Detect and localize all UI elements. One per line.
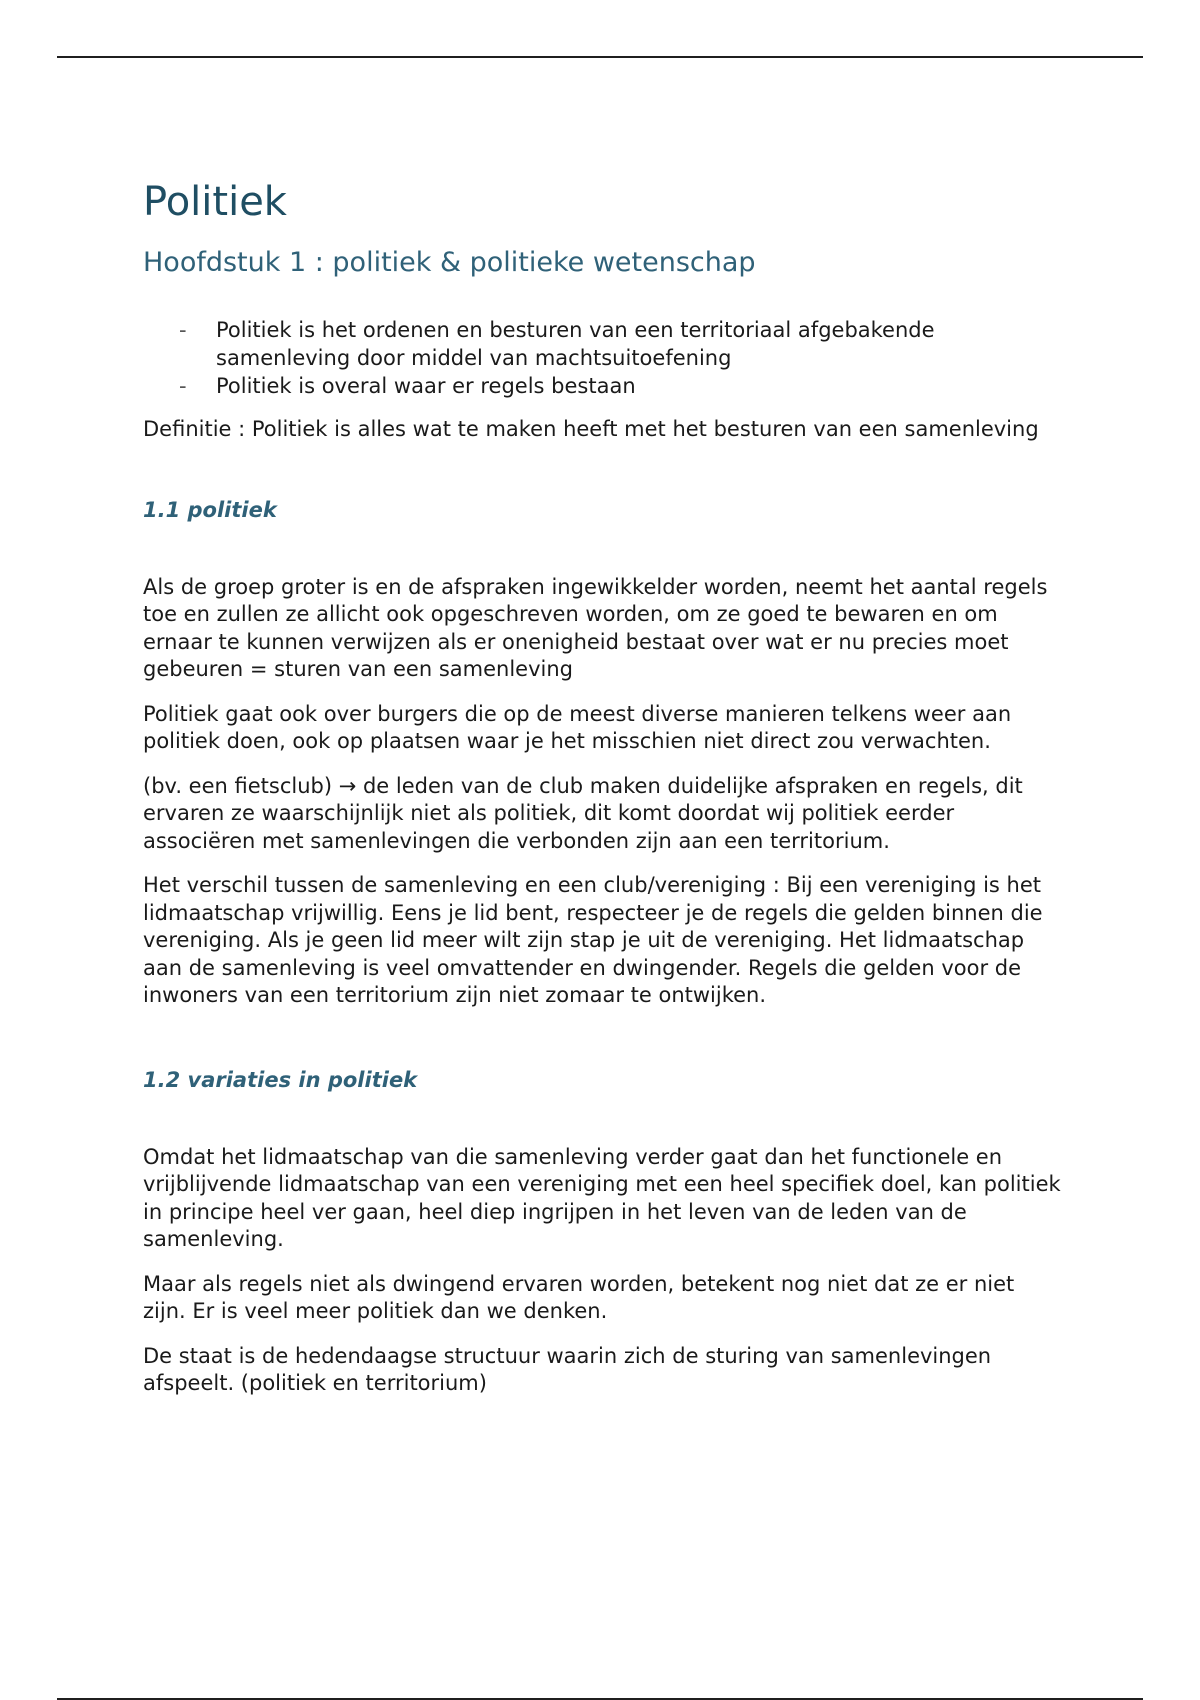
paragraph: Omdat het lidmaatschap van die samenleving verder gaat dan het functionele en vrijblijvende lidmaatschap van een vereniging met een heel specifiek doel, kan politiek in principe heel ver gaan, heel diep ingrijpen in het leven van de leden van de samenleving. [143, 1144, 1061, 1251]
bullet-item [143, 316, 1063, 372]
section-heading-1-2: 1.2 variaties in politiek [143, 1067, 418, 1092]
paragraph: Maar als regels niet als dwingend ervaren worden, betekent nog niet dat ze er niet zijn. Er is veel meer politiek dan we denken. [143, 1271, 1015, 1323]
bullet-text: Politiek is het ordenen en besturen van een territoriaal afgebakende samenleving door middel van machtsuitoefening [216, 318, 935, 370]
bullet-item [143, 372, 1063, 400]
header-rule [57, 56, 1143, 58]
paragraph: Het verschil tussen de samenleving en een club/vereniging : Bij een vereniging is het lidmaatschap vrijwillig. Eens je lid bent, respecteer je de regels die gelden binnen die vereniging. Als je geen lid meer wilt zijn stap je uit de vereniging. Het lidmaatschap aan de samenleving is veel omvattender en dwingender. Regels die gelden voor de inwoners van een territorium zijn niet zomaar te ontwijken. [143, 873, 1043, 1007]
paragraph: Politiek gaat ook over burgers die op de meest diverse manieren telkens weer aan politiek doen, ook op plaatsen waar je het misschien niet direct zou verwachten. [143, 701, 1012, 753]
chapter-heading: Hoofdstuk 1 : politiek & politieke wetenschap [143, 247, 756, 278]
section-heading-1-1: 1.1 politiek [143, 497, 277, 522]
bullet-list [143, 316, 1063, 400]
document-body [143, 176, 1063, 1398]
paragraph: Als de groep groter is en de afspraken ingewikkelder worden, neemt het aantal regels toe en zullen ze allicht ook opgeschreven worden, om ze goed te bewaren en om ernaar te kunnen verwijzen als er onenigheid bestaat over wat er nu precies moet gebeuren = sturen van een samenleving [143, 574, 1048, 681]
definition-paragraph: Definitie : Politiek is alles wat te maken heeft met het besturen van een samenleving [143, 417, 1039, 441]
bullet-dash: - [179, 374, 187, 398]
bullet-text: Politiek is overal waar er regels bestaan [216, 374, 636, 398]
bullet-dash: - [179, 318, 187, 342]
paragraph: De staat is de hedendaagse structuur waarin zich de sturing van samenlevingen afspeelt. (politiek en territorium) [143, 1343, 992, 1395]
paragraph: (bv. een fietsclub) → de leden van de club maken duidelijke afspraken en regels, dit ervaren ze waarschijnlijk niet als politiek, dit komt doordat wij politiek eerder associëren met samenlevingen die verbonden zijn aan een territorium. [143, 773, 1023, 853]
page-title: Politiek [143, 179, 287, 225]
